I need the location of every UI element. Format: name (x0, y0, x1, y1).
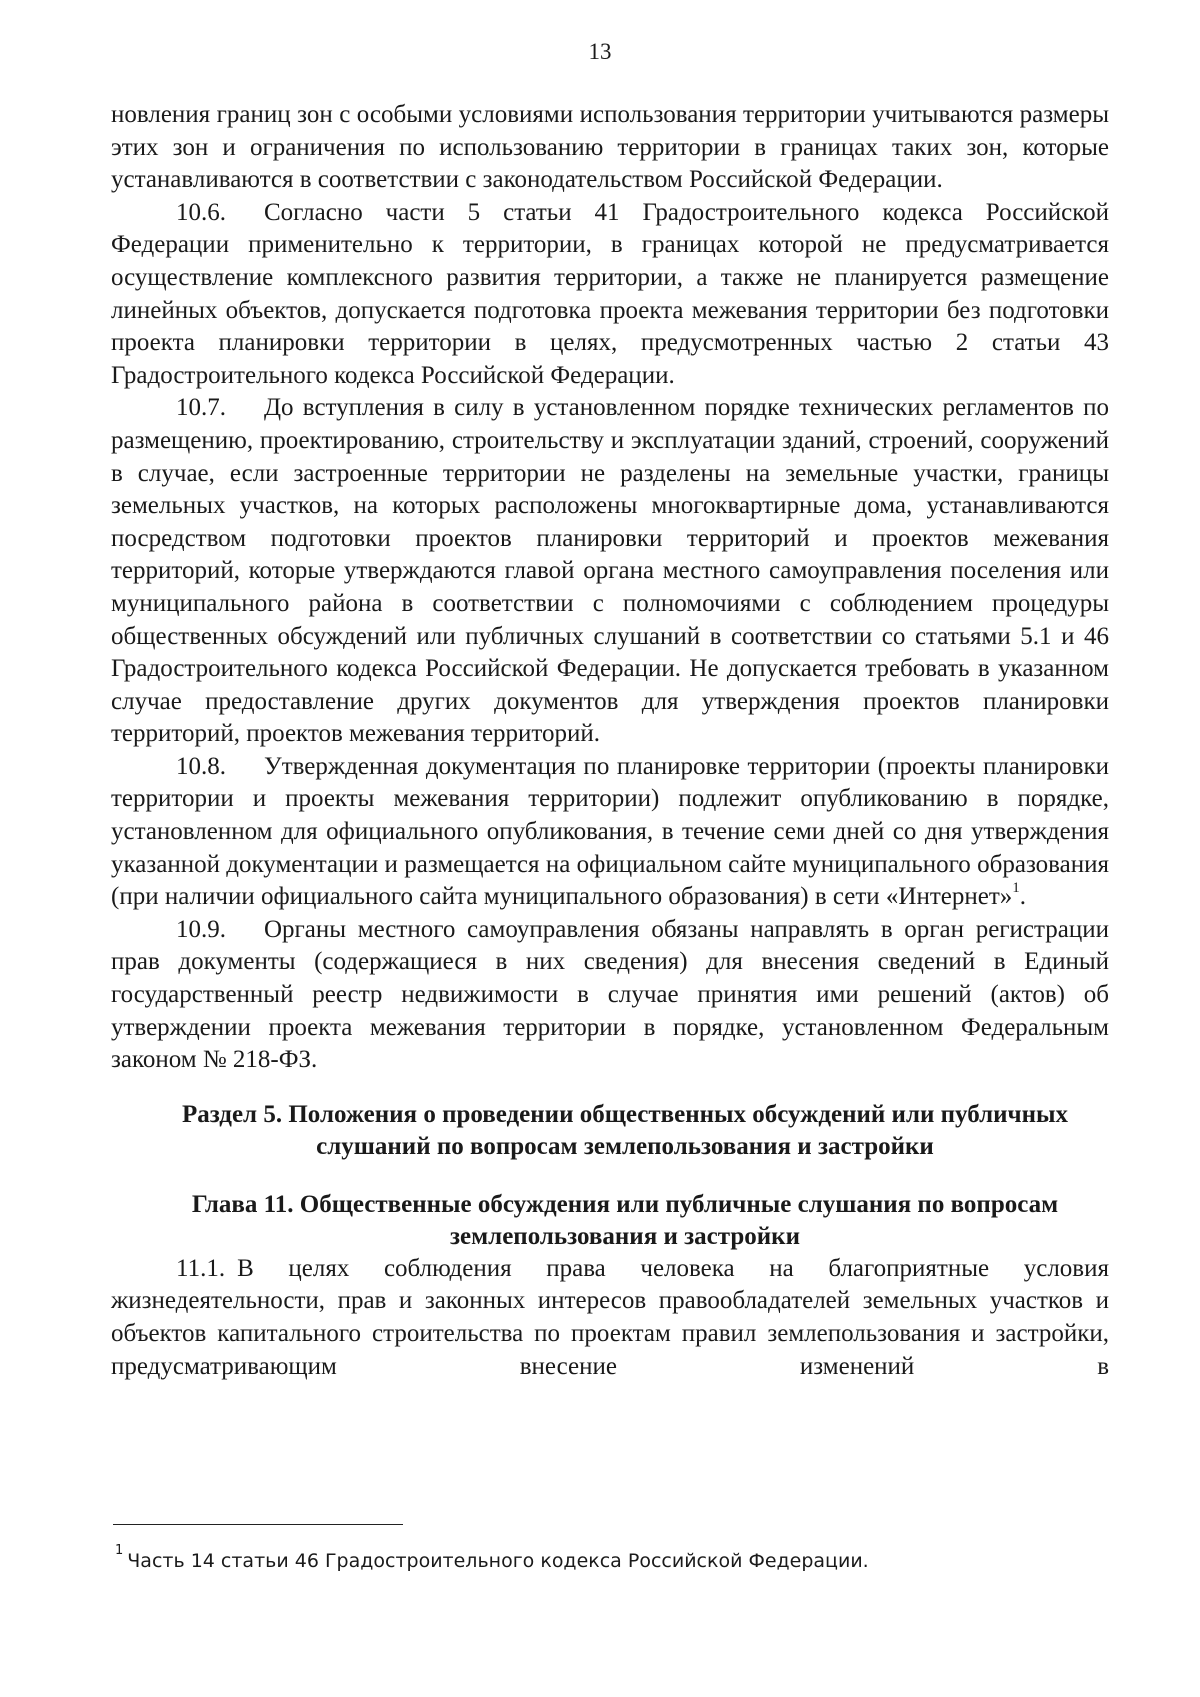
paragraph-number: 10.7. (176, 394, 226, 422)
paragraph-text: новления границ зон с особыми условиями использования территории учитываются размеры этих зон и ограничения по использованию территории в границах таких зон, которые устанавливаются в соответствии с законодательством Российской Федерации. (111, 101, 1109, 194)
section-heading: Раздел 5. Положения о проведении общественных обсуждений или публичных слушаний по вопросам землепользования и застройки (181, 1100, 1069, 1160)
paragraph-number: 10.9. (176, 915, 226, 943)
paragraph-text: В целях соблюдения права человека на благоприятные условия жизнедеятельности, прав и законных интересов правообладателей земельных участков и объектов капитального строительства по проектам правил землепользования и застройки, предусматривающим внесение изменений в (111, 1254, 1109, 1380)
paragraph-10-7 (111, 392, 1109, 751)
footnote-mark: 1 (115, 1542, 124, 1558)
paragraph-text: Согласно части 5 статьи 41 Градостроительного кодекса Российской Федерации применительно к территории, в границах которой не предусматривается осуществление комплексного развития территории, а также не планируется размещение линейных объектов, допускается подготовка проекта межевания территории без подготовки проекта планировки территории в целях, предусмотренных частью 2 статьи 43 Градостроительного кодекса Российской Федерации. (111, 198, 1109, 389)
paragraph-number: 11.1. (176, 1254, 226, 1282)
paragraph-text: Органы местного самоуправления обязаны направлять в орган регистрации прав документы (содержащиеся в них сведения) для внесения сведений в Единый государственный реестр недвижимости в случае принятия ими решений (актов) об утверждении проекта межевания территории в порядке, установленном Федеральным законом № 218-ФЗ. (111, 915, 1109, 1074)
paragraph-number: 10.6. (176, 198, 226, 226)
footnote (115, 1542, 1095, 1574)
paragraph-number: 10.8. (176, 752, 226, 780)
footnote-divider (113, 1524, 403, 1525)
paragraph-tail: . (1019, 883, 1027, 911)
chapter-heading: Глава 11. Общественные обсуждения или публичные слушания по вопросам землепользования и застройки (191, 1190, 1059, 1250)
paragraph-10-9 (111, 914, 1109, 1077)
footnote-reference[interactable]: 1 (1012, 879, 1020, 896)
paragraph-text: До вступления в силу в установленном порядке технических регламентов по размещению, проектированию, строительству и эксплуатации зданий, строений, сооружений в случае, если застроенные территории не разделены на земельные участки, границы земельных участков, на которых расположены многоквартирные дома, устанавливаются посредством подготовки проектов планировки территорий и проектов межевания территорий, которые утверждаются главой органа местного самоуправления поселения или муниципального района в соответствии с полномочиями с соблюдением процедуры общественных обсуждений или публичных слушаний в соответствии со статьями 5.1 и 46 Градостроительного кодекса Российской Федерации. Не допускается требовать в указанном случае предоставление других документов для утверждения проектов планировки территорий, проектов межевания территорий. (111, 394, 1109, 748)
page-number: 13 (588, 39, 612, 64)
paragraph-11-1 (111, 1253, 1109, 1383)
paragraph-10-8 (111, 751, 1109, 914)
footnote-text: Часть 14 статьи 46 Градостроительного кодекса Российской Федерации. (127, 1550, 869, 1572)
paragraph-continuation (111, 99, 1109, 197)
paragraph-text: Утвержденная документация по планировке территории (проекты планировки территории и проекты межевания территории) подлежит опубликованию в порядке, установленном для официального опубликования, в течение семи дней со дня утверждения указанной документации и размещается на официальном сайте муниципального образования (при наличии официального сайта муниципального образования) в сети «Интернет» (111, 752, 1109, 911)
paragraph-10-6 (111, 197, 1109, 393)
document-body (111, 99, 1109, 1383)
